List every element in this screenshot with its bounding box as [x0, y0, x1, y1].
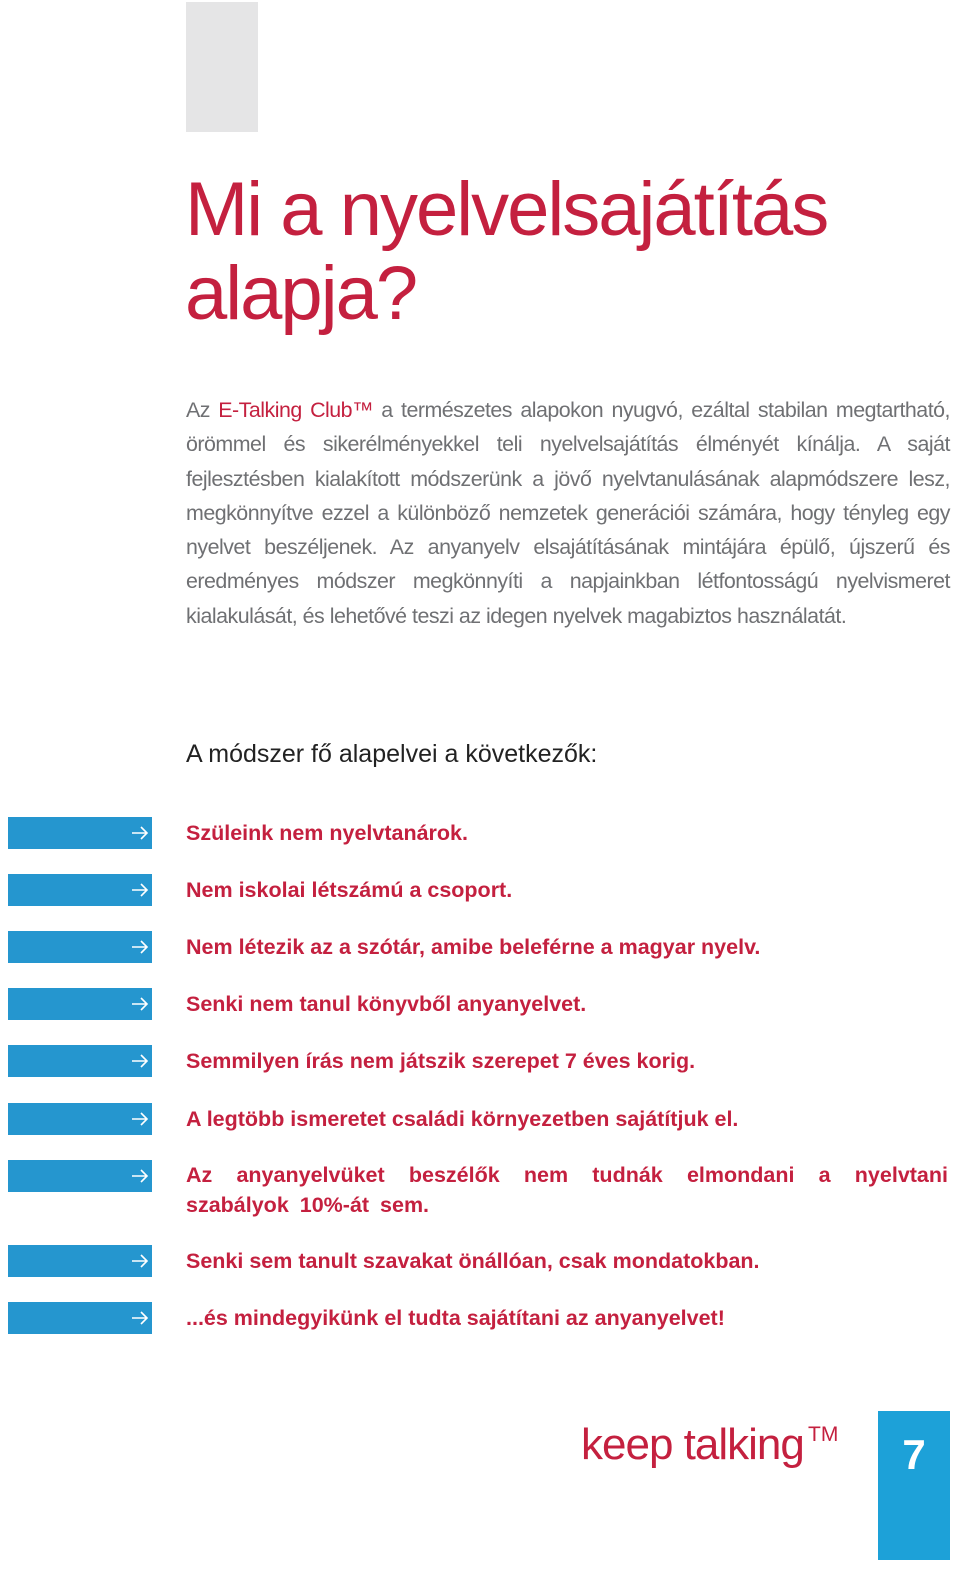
- bullet-bar: [8, 1302, 152, 1334]
- principle-text: Senki sem tanult szavakat önállóan, csak mondatokban.: [186, 1249, 760, 1273]
- arrow-right-icon: [129, 1106, 151, 1132]
- principle-text: Nem iskolai létszámú a csoport.: [186, 878, 513, 902]
- page-number-box: [878, 1411, 950, 1560]
- page-title-line-1: Mi a nyelvelsajátítás: [185, 167, 828, 252]
- arrow-right-icon: [129, 820, 151, 846]
- arrow-right-icon: [129, 1248, 151, 1274]
- arrow-right-icon: [129, 1048, 151, 1074]
- brand-name-highlight: E-Talking Club™: [218, 398, 373, 422]
- arrow-right-icon: [129, 1305, 151, 1331]
- principle-text: ...és mindegyikünk el tudta sajátítani az anyanyelvet!: [186, 1306, 725, 1330]
- bullet-bar: [8, 874, 152, 906]
- decorative-gray-block: [186, 2, 258, 132]
- principle-text: Az anyanyelvüket beszélők nem tudnák elmondani a nyelvtani szabályok 10%-át sem.: [186, 1163, 948, 1217]
- bullet-bar: [8, 1103, 152, 1135]
- arrow-right-icon: [129, 934, 151, 960]
- page-number: 7: [902, 1431, 926, 1478]
- principle-text: Szüleink nem nyelvtanárok.: [186, 821, 468, 845]
- intro-paragraph: [186, 393, 950, 633]
- principle-text: Semmilyen írás nem játszik szerepet 7 éves korig.: [186, 1049, 696, 1073]
- bullet-bar: [8, 1245, 152, 1277]
- arrow-right-icon: [129, 991, 151, 1017]
- bullet-bar: [8, 1160, 152, 1192]
- principle-text: Nem létezik az a szótár, amibe beleférne a magyar nyelv.: [186, 935, 761, 959]
- principles-heading: A módszer fő alapelvei a következők:: [186, 740, 598, 768]
- principle-text: A legtöbb ismeretet családi környezetben sajátítjuk el.: [186, 1107, 739, 1131]
- intro-text: a természetes alapokon nyugvó, ezáltal stabilan megtartható, örömmel és sikerélményekkel teli nyelvelsajátítás élményét kínálja. A saját fejlesztésben kialakított módszerünk a jövő nyelvtanulásának alapmódszere lesz, megkönnyítve ezzel a különböző nemzetek generációi számára, hogy tényleg egy nyelvet beszéljenek. Az anyanyelv elsajátításának mintájára épülő, újszerű és eredményes módszer megkönnyíti a napjainkban létfontosságú nyelvismeret kialakulását, és lehetővé teszi az idegen nyelvek magabiztos használatát.: [186, 398, 950, 628]
- trademark-mark: TM: [808, 1423, 839, 1446]
- arrow-right-icon: [129, 877, 151, 903]
- bullet-bar: [8, 817, 152, 849]
- page-title-line-2: alapja?: [185, 251, 417, 336]
- arrow-right-icon: [129, 1163, 151, 1189]
- page-title: [185, 168, 945, 336]
- principle-text: Senki nem tanul könyvből anyanyelvet.: [186, 992, 587, 1016]
- bullet-bar: [8, 988, 152, 1020]
- bullet-bar: [8, 1045, 152, 1077]
- brand-logo-text: keep talking: [581, 1420, 804, 1469]
- intro-prefix: Az: [186, 398, 219, 422]
- bullet-bar: [8, 931, 152, 963]
